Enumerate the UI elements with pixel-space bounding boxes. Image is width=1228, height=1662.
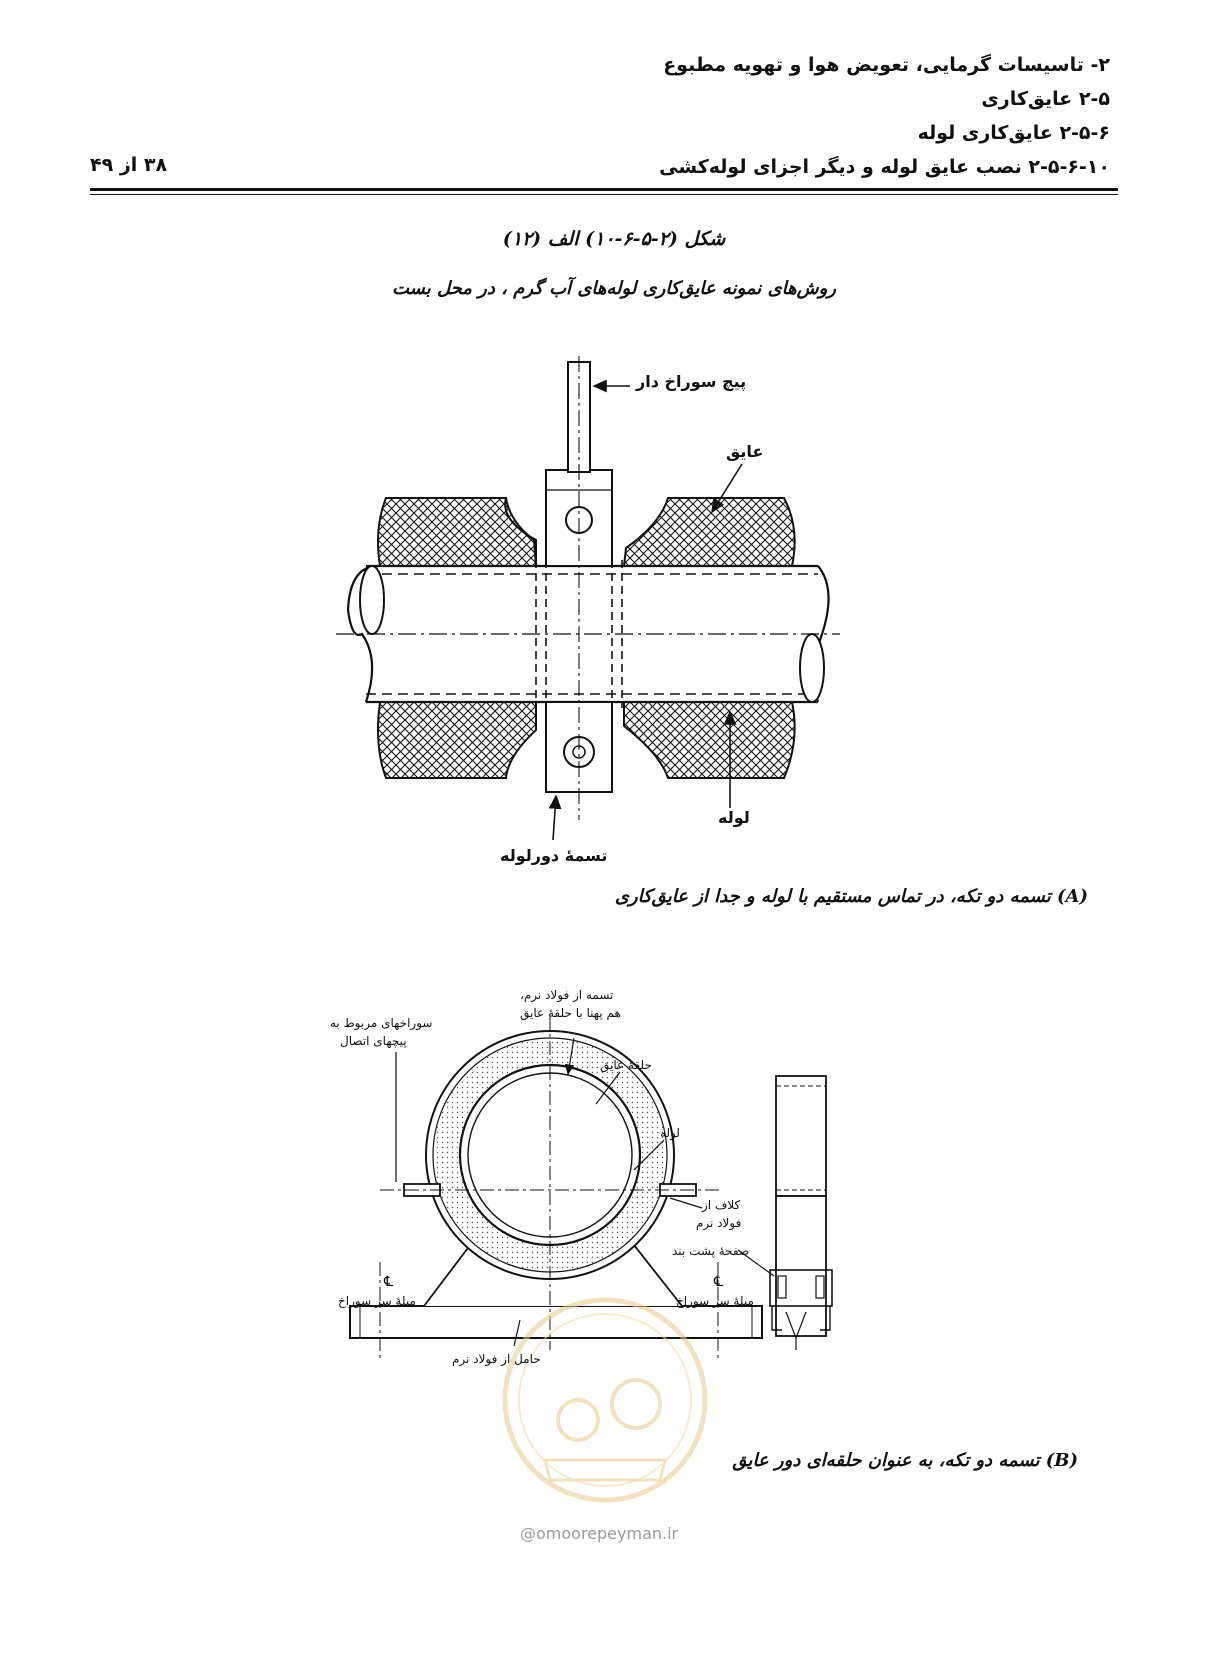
centerline-symbol-left: ℄ [384, 1274, 393, 1290]
label-bolt: پیچ سوراخ دار [636, 372, 747, 391]
caption-b: (B) تسمه دو تکه، به عنوان حلقه‌ای دور عایق [732, 1450, 1078, 1471]
watermark-text: @omoorepeyman.ir [520, 1524, 679, 1543]
insulation-upper-right [624, 498, 795, 566]
label-collar-1: کلاف از [702, 1198, 741, 1212]
label-flush-ring: هم پهنا با حلقهٔ عایق [520, 1006, 621, 1020]
insulation-lower-left [378, 702, 536, 778]
header-line-3: ۲-۵-۶ عایق‌کاری لوله [917, 122, 1110, 144]
header-line-4: ۲-۵-۶-۱۰ نصب عایق لوله و دیگر اجزای لوله‌کشی [659, 156, 1110, 178]
label-insulation-ring: حلقهٔ عایق [600, 1058, 652, 1072]
label-soft-steel-strap: تسمه از فولاد نرم، [520, 988, 614, 1002]
label-stud-right: میلهٔ سر سوراخ [676, 1294, 754, 1308]
label-stud-left: میلهٔ سر سوراخ [338, 1294, 416, 1308]
diagram-b [350, 1016, 832, 1360]
header-line-2: ۲-۵ عایق‌کاری [981, 88, 1110, 110]
centerline-symbol-right: ℄ [714, 1274, 723, 1290]
label-pipe-b: لوله [660, 1126, 680, 1140]
label-support: حامل از فولاد نرم [452, 1352, 541, 1366]
label-collar-2: فولاد نرم [696, 1216, 742, 1230]
side-view-bottom [776, 1196, 826, 1336]
label-strap: تسمهٔ دورلوله [500, 846, 608, 865]
figure-title: شکل (۲-۵-۶-۱۰) الف (۱۲) [502, 228, 726, 250]
insulation-upper-left [378, 498, 536, 566]
side-view-top [776, 1076, 826, 1196]
figure-subtitle: روش‌های نمونه عایق‌کاری لوله‌های آب گرم ، در محل بست [391, 278, 836, 299]
caption-a: (A) تسمه دو تکه، در تماس مستقیم با لوله و جدا از عایق‌کاری [614, 886, 1088, 907]
header-line-1: ۲- تاسیسات گرمایی، تعویض هوا و تهویه مطبوع [663, 54, 1110, 76]
insulation-lower-right [624, 702, 795, 778]
diagram-a [336, 356, 840, 840]
label-bolt-holes: سوراخهای مربوط به [330, 1016, 433, 1030]
label-insulation: عایق [726, 442, 764, 461]
label-pipe: لوله [718, 808, 750, 827]
label-bolts: پیچهای اتصال [340, 1034, 407, 1048]
page-number: ۳۸ از ۴۹ [90, 154, 168, 176]
label-back-plate: صفحهٔ پشت بند [672, 1244, 750, 1258]
